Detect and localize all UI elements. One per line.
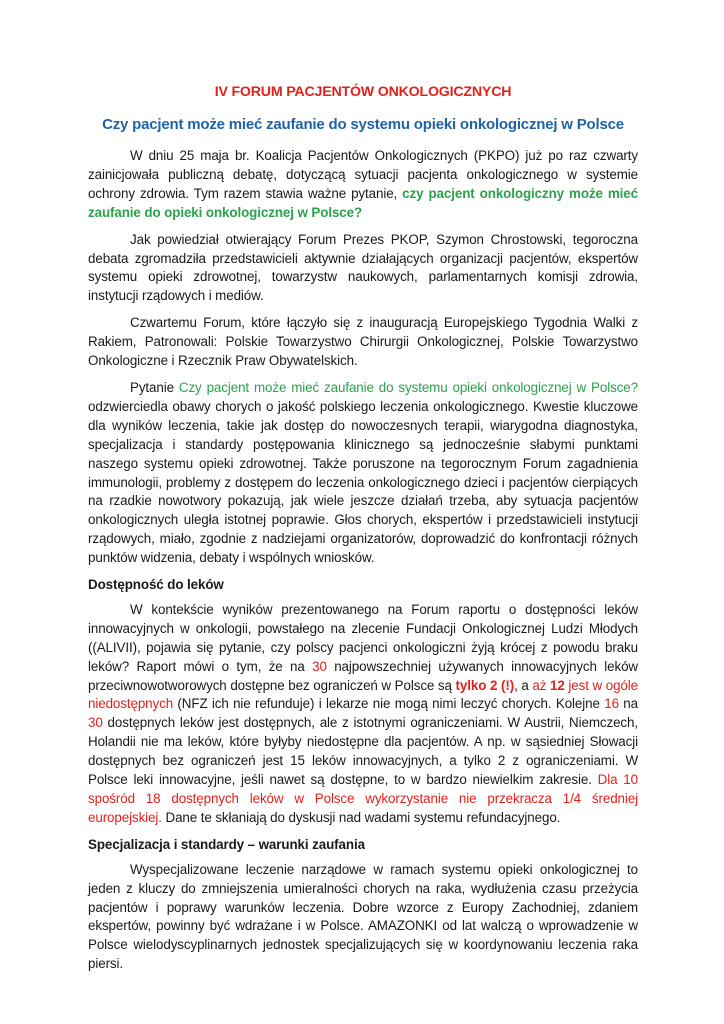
paragraph-question xyxy=(88,379,638,568)
paragraph-drug-access xyxy=(88,601,638,828)
intro-text: W dniu 25 maja br. Koalicja Pacjentów Onkologicznych (PKPO) już po raz czwarty zainicjowała publiczną debatę, dotyczącą sytuacji pacjenta onkologicznego w systemie ochrony zdrowia. Tym razem stawia ważne pytanie, xyxy=(88,148,638,201)
number-30b-highlight: 30 xyxy=(88,715,103,731)
az-highlight: aż xyxy=(532,677,551,693)
question-body: odzwierciedla obawy chorych o jakość polskiego leczenia onkologicznego. Kwestie kluczowe dla wyników leczenia, takie jak dostęp do nowoczesnych terapii, wiarygodna diagnostyka, specjalizacja i standardy postępowania klinicznego są jednocześnie słabymi punktami naszego systemu opieki zdrowotnej. Także poruszone na tegorocznym Forum zagadnienia immunologii, problemy z dostępem do leczenia onkologicznego dzieci i pacjentów cierpiących na rzadkie nowotwory pokazują, jak wiele jeszcze działań trzeba, aby sytuacja pacjentów onkologicznych uległa istotnej poprawie. Głos chorych, ekspertów i przedstawicieli instytucji rządowych, miało, zgodnie z nadziejami organizatorów, doprowadzić do konfrontacji różnych punktów widzenia, debaty i wspólnych wniosków. xyxy=(88,398,638,566)
unavailable-highlight: jest w ogóle niedostępnych xyxy=(88,677,638,712)
drug-access-text-3: , a xyxy=(514,677,533,693)
question-lead: Pytanie xyxy=(130,379,179,395)
paragraph-opening: Jak powiedział otwierający Forum Prezes PKOP, Szymon Chrostowski, tegoroczna debata zgromadziła przedstawicieli aktywnie działających organizacji pacjentów, ekspertów systemu opieki zdrowotnej, towarzystw naukowych, parlamentarnych komisji zdrowia, instytucji rządowych i mediów. xyxy=(88,231,638,304)
drug-access-text-1: W kontekście wyników prezentowanego na Forum raportu o dostępności leków innowacyjnych w onkologii, powstałego na zlecenie Fundacji Onkologicznej Ludzi Młodych ((ALIVII), pojawia się pytanie, czy polscy pacjenci onkologiczni żyją krócej z powodu braku leków? Raport mówi o tym, że na xyxy=(88,601,638,674)
section-heading-specialization: Specjalizacja i standardy – warunki zaufania xyxy=(88,836,365,852)
question-highlight: Czy pacjent może mieć zaufanie do systemu opieki onkologicznej w Polsce? xyxy=(178,379,638,395)
drug-access-text-7: Dane te skłaniają do dyskusji nad wadami systemu refundacyjnego. xyxy=(161,809,561,825)
drug-access-text-4: (NFZ ich nie refunduje) i lekarze nie mogą nimi leczyć chorych. Kolejne xyxy=(173,696,605,712)
paragraph-patronage: Czwartemu Forum, które łączyło się z inauguracją Europejskiego Tygodnia Walki z Rakiem, Patronowali: Polskie Towarzystwo Chirurgii Onkologicznej, Polskie Towarzystwo Onkologiczne i Rzecznik Praw Obywatelskich. xyxy=(88,315,638,369)
drug-access-text-6: dostępnych leków jest dostępnych, ale z istotnymi ograniczeniami. W Austrii, Niemczech, Holandii nie ma leków, które byłyby niedostępne dla pacjentów. A np. w sąsiedniej Słowacji dostępnych bez ograniczeń jest 15 leków innowacyjnych, a tylko 2 z ograniczeniami. W Polsce leki innowacyjne, jeśli nawet są dostępne, to w bardzo niewielkim zakresie. xyxy=(88,715,638,788)
drug-access-text-5: na xyxy=(618,696,638,712)
only-2-highlight: tylko 2 (!) xyxy=(455,677,515,693)
drug-access-text-2: najpowszechniej używanych innowacyjnych leków przeciwnowotworowych dostępne bez ograniczeń w Polsce są xyxy=(88,658,638,693)
paragraph-intro xyxy=(88,147,638,223)
number-16-highlight: 16 xyxy=(604,696,619,712)
intro-question-highlight: czy pacjent onkologiczny może mieć zaufanie do opieki onkologicznej w Polsce? xyxy=(88,185,638,220)
document-subtitle: Czy pacjent może mieć zaufanie do systemu opieki onkologicznej w Polsce xyxy=(102,116,624,133)
section-heading-drug-access: Dostępność do leków xyxy=(88,577,224,593)
number-12-highlight: 12 xyxy=(550,677,565,693)
usage-highlight: Dla 10 spośród 18 dostępnych leków w Polsce wykorzystanie nie przekracza 1/4 średniej europejskiej. xyxy=(88,772,639,825)
document-title: IV FORUM PACJENTÓW ONKOLOGICZNYCH xyxy=(214,84,512,100)
number-30-highlight: 30 xyxy=(312,658,327,674)
paragraph-specialization: Wyspecjalizowane leczenie narządowe w ramach systemu opieki onkologicznej to jeden z kluczy do zmniejszenia umieralności chorych na raka, wydłużenia czasu przeżycia pacjentów i poprawy warunków leczenia. Dobre wzorce z Europy Zachodniej, zdaniem ekspertów, powinny być wdrażane i w Polsce. AMAZONKI od lat walczą o wprowadzenie w Polsce wielodyscyplinarnych jednostek specjalizujących się w koordynowaniu leczenia raka piersi. xyxy=(88,861,638,972)
